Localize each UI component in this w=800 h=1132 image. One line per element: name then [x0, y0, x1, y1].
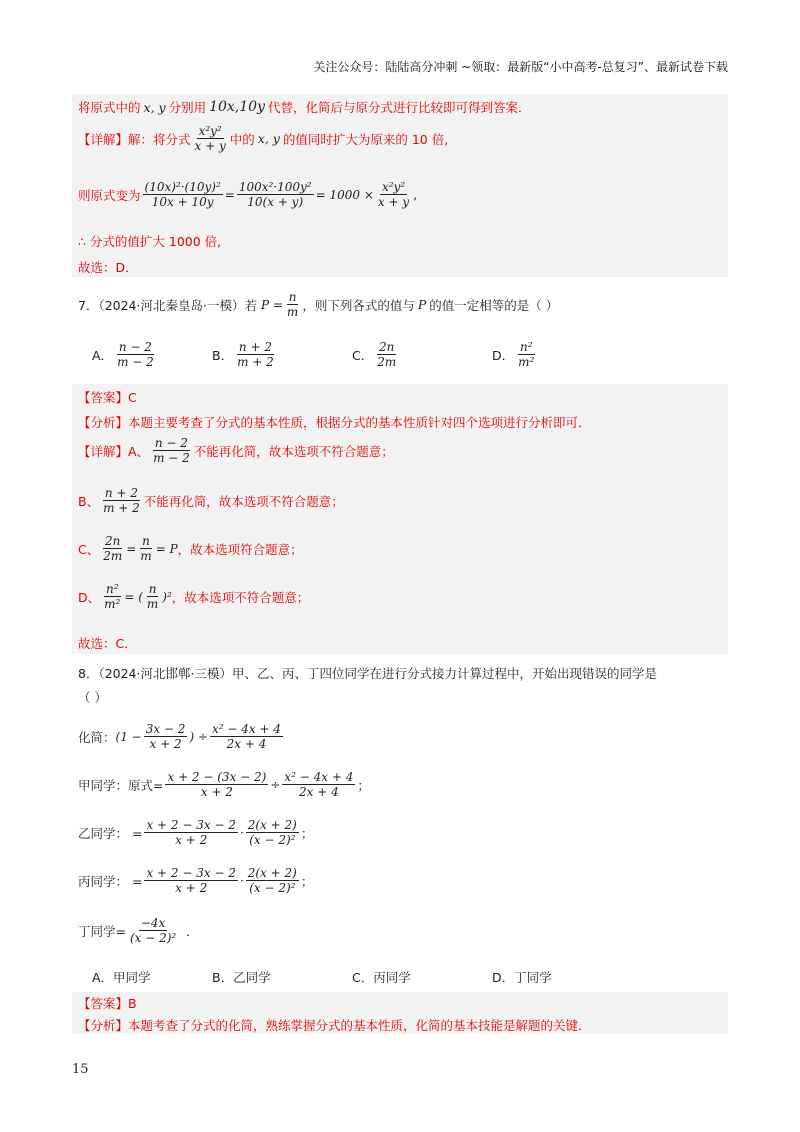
fraction: $\frac{-4x}{\text{(x − 2)²}}$ — [129, 916, 177, 945]
fraction: $\frac{x + 2 - 3x - 2}{x + 2}$ — [146, 818, 236, 847]
q7-option-a[interactable]: A． $\frac{n - 2}{m - 2}$ — [92, 340, 154, 369]
q7-detail-a: 【详解】A、 $\frac{n - 2}{m - 2}$ 不能再化简，故本选项不符合题意； — [78, 436, 394, 465]
q7-choice: 故选：C． — [78, 636, 137, 651]
fraction: $\frac{2(x + 2)}{\text{(x − 2)²}}$ — [247, 818, 297, 847]
q7-answer: 【答案】C — [78, 390, 137, 405]
fraction: $\frac{\text{n²}}{\text{m²}}$ — [518, 340, 535, 369]
q8-stem: 8．（2024·河北邯郸·三模）甲、乙、丙、丁四位同学在进行分式接力计算过程中，开始出现错误的同学是 — [78, 666, 657, 681]
fraction: $\frac{3x - 2}{x + 2}$ — [145, 722, 186, 751]
fraction: $\frac{\text{x² − 4x + 4}}{2x + 4}$ — [284, 770, 354, 799]
q8-student-bing: 丙同学： = $\frac{x + 2 - 3x - 2}{x + 2}$ · $\frac{2(x + 2)}{\text{(x − 2)²}}$ ； — [78, 866, 314, 895]
q6-detail-line: 【详解】 解：将分式 $\frac{\text{x²y²}}{x + y}$ 中的 x, y 的值同时扩大为原来的 10 倍, — [78, 124, 449, 153]
q7-detail-c: C、 $\frac{2n}{2m}$ = $\frac{n}{m}$ = P ，故本选项符合题意； — [78, 534, 303, 563]
q7-solution-block — [72, 384, 728, 654]
fraction: $\frac{\text{x²y²}}{x + y}$ — [377, 180, 410, 209]
fraction: $\frac{2n}{2m}$ — [103, 534, 123, 563]
q7-stem: 7．（2024·河北秦皇岛·一模）若 P = $\frac{n}{m}$ ，则下列各式的值与 P 的值一定相等的是（ ） — [78, 290, 559, 319]
q8-student-ding: 丁同学= $\frac{-4x}{\text{(x − 2)²}}$ ． — [78, 916, 199, 945]
fraction: $\frac{\text{n²}}{\text{m²}}$ — [104, 582, 121, 611]
q6-choice: 故选：D． — [78, 260, 138, 275]
fraction: $\frac{\text{x² − 4x + 4}}{2x + 4}$ — [212, 722, 281, 751]
fraction: $\frac{2(x + 2)}{\text{(x − 2)²}}$ — [247, 866, 297, 895]
q7-option-b[interactable]: B． $\frac{n + 2}{m + 2}$ — [212, 340, 274, 369]
q7-option-c[interactable]: C． $\frac{2n}{2m}$ — [352, 340, 397, 369]
fraction: $\frac{n}{m}$ — [140, 534, 152, 563]
fraction: $\frac{\text{(10x)²·(10y)²}}{10x + 10y}$ — [144, 180, 221, 209]
fraction: $\frac{\text{100x²·100y²}}{10(x + y)}$ — [238, 180, 312, 209]
fraction: $\frac{n + 2}{m + 2}$ — [237, 340, 274, 369]
fraction: $\frac{2n}{2m}$ — [377, 340, 397, 369]
q8-simplify: 化简： (1 − $\frac{3x - 2}{x + 2}$ ) ÷ $\frac{\text{x² − 4x + 4}}{2x + 4}$ — [78, 722, 281, 751]
q6-transform-line: 则原式变为 $\frac{\text{(10x)²·(10y)²}}{10x + 10y}$ = $\frac{\text{100x²·100y²}}{10(x + y)}$ = 1000 × $\frac{\text{x²y²}}{x + y}$ , — [78, 180, 418, 209]
q8-option-b[interactable]: B．乙同学 — [212, 970, 271, 985]
page-header: 关注公众号：陆陆高分冲刺 ~领取：最新版“小中高考-总复习”、最新试卷下载 — [313, 60, 728, 74]
q6-hint-line: 将原式中的 x, y 分别用 10x,10y 代替，化简后与原分式进行比较即可得到答案． — [78, 99, 531, 115]
fraction: $\frac{n}{m}$ — [286, 290, 299, 319]
fraction: $\frac{n - 2}{m - 2}$ — [117, 340, 154, 369]
q8-analysis: 【分析】本题考查了分式的化简，熟练掌握分式的基本性质，化简的基本技能是解题的关键． — [78, 1018, 591, 1033]
q7-detail-d: D、 $\frac{\text{n²}}{\text{m²}}$ = ( $\frac{n}{m}$ )² ，故本选项不符合题意； — [78, 582, 310, 611]
q8-student-yi: 乙同学： = $\frac{x + 2 - 3x - 2}{x + 2}$ · $\frac{2(x + 2)}{\text{(x − 2)²}}$ ； — [78, 818, 314, 847]
q8-student-jia: 甲同学：原式= $\frac{x + 2 - (3x - 2)}{x + 2}$ ÷ $\frac{\text{x² − 4x + 4}}{2x + 4}$ ； — [78, 770, 370, 799]
fraction: $\frac{x + 2 - (3x - 2)}{x + 2}$ — [167, 770, 267, 799]
q6-conclusion: ∴ 分式的值扩大 1000 倍, — [78, 234, 222, 249]
fraction: $\frac{\text{x²y²}}{x + y}$ — [194, 124, 226, 153]
q6-solution-block — [72, 94, 728, 277]
q7-detail-b: B、 $\frac{n + 2}{m + 2}$ 不能再化简，故本选项不符合题意； — [78, 486, 344, 515]
fraction: $\frac{n - 2}{m - 2}$ — [153, 436, 190, 465]
q8-option-a[interactable]: A．甲同学 — [92, 970, 151, 985]
q8-solution-block — [72, 992, 728, 1034]
fraction: $\frac{n + 2}{m + 2}$ — [103, 486, 140, 515]
q7-analysis: 【分析】本题主要考查了分式的基本性质，根据分式的基本性质针对四个选项进行分析即可． — [78, 415, 591, 430]
q8-option-d[interactable]: D．丁同学 — [492, 970, 552, 985]
q8-stem-paren: （ ） — [78, 690, 107, 705]
fraction: $\frac{n}{m}$ — [146, 582, 159, 611]
q8-answer: 【答案】B — [78, 996, 137, 1011]
q8-option-c[interactable]: C．丙同学 — [352, 970, 411, 985]
page-number: 15 — [72, 1062, 89, 1077]
fraction: $\frac{x + 2 - 3x - 2}{x + 2}$ — [146, 866, 236, 895]
q7-option-d[interactable]: D． $\frac{\text{n²}}{\text{m²}}$ — [492, 340, 535, 369]
